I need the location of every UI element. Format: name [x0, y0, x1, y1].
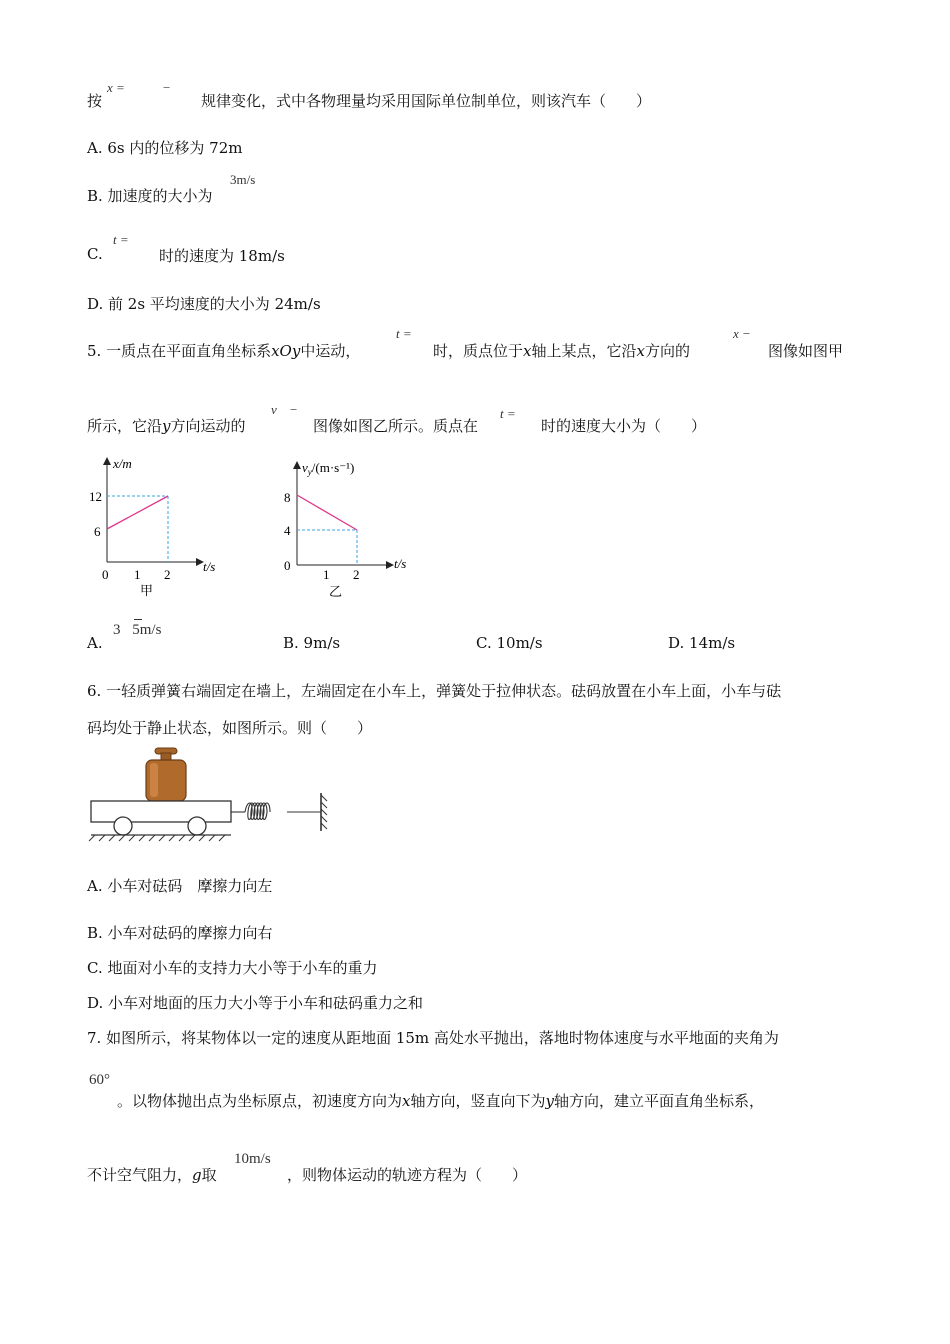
cart-wheel-right: [188, 817, 206, 835]
yi-ytick-0: 0: [284, 558, 291, 573]
q7-stem-line2: 。以物体抛出点为坐标原点，初速度方向为x轴方向，竖直向下为y轴方向，建立平面直角坐标系，: [117, 1092, 764, 1110]
q7-stem-line1: 7. 如图所示，将某物体以一定的速度从距地面 15m 高处水平抛出，落地时物体速度与水平地面的夹角为: [87, 1029, 779, 1047]
graph-yi: [280, 452, 430, 602]
yi-xtick-1: 1: [323, 567, 330, 582]
q4-option-b-math: 3m/s: [230, 172, 256, 187]
q4-option-c-math: t =: [113, 232, 129, 247]
weight-block: [146, 748, 186, 801]
q6-option-a: A. 小车对砝码 摩擦力向左: [87, 877, 273, 895]
q5-math-t2: t =: [500, 406, 516, 421]
q7-stem-line3: 不计空气阻力，g取: [87, 1166, 217, 1184]
yi-ytick-8: 8: [284, 490, 291, 505]
jia-ytick-12: 12: [89, 489, 102, 504]
yi-ytick-4: 4: [284, 523, 291, 538]
q7-math-g: 10m/s: [234, 1151, 271, 1167]
q4-option-c: 时的速度为 18m/s: [159, 247, 285, 265]
q5-stem-line2b: 图像如图乙所示。质点在: [313, 417, 479, 435]
cart-spring-diagram: [85, 745, 335, 850]
q4-prefix: 按: [87, 92, 103, 110]
q5-option-b: B. 9m/s: [283, 634, 341, 652]
yi-xlabel: t/s: [394, 556, 407, 571]
q4-math-minus: −: [163, 80, 171, 95]
q5-stem-line1c: 图像如图甲: [768, 342, 844, 360]
yi-caption: 乙: [329, 584, 343, 599]
q5-stem-line1: 5. 一质点在平面直角坐标系xOy中运动，: [87, 342, 361, 360]
q4-option-b: B. 加速度的大小为: [87, 187, 213, 205]
jia-data-line: [107, 496, 168, 529]
ground: [89, 835, 231, 841]
jia-caption: 甲: [140, 583, 154, 598]
q6-stem-line1: 6. 一轻质弹簧右端固定在墙上，左端固定在小车上，弹簧处于拉伸状态。砝码放置在小车上面，小车与砝: [87, 682, 782, 700]
q5-stem-line2c: 时的速度大小为（ ）: [541, 417, 707, 435]
q6-option-b: B. 小车对砝码的摩擦力向右: [87, 924, 273, 942]
q5-math-v-minus: −: [290, 402, 298, 417]
q7-stem-line3b: ，则物体运动的轨迹方程为（ ）: [287, 1166, 528, 1184]
yi-ylabel: $v_y/(m\cdot s^{-1})$: [302, 460, 355, 477]
jia-ytick-6: 6: [94, 524, 101, 539]
q4-option-c-label: C.: [87, 245, 103, 263]
jia-xlabel: t/s: [203, 559, 216, 574]
q5-option-c: C. 10m/s: [476, 634, 543, 652]
q5-option-d: D. 14m/s: [668, 634, 736, 652]
spring: [231, 803, 321, 820]
jia-ylabel: x/m: [113, 456, 132, 471]
q6-option-d: D. 小车对地面的压力大小等于小车和砝码重力之和: [87, 994, 424, 1012]
graph-jia: [85, 452, 235, 602]
jia-xtick-1: 1: [134, 567, 141, 582]
q4-option-a: A. 6s 内的位移为 72m: [87, 139, 243, 157]
q5-math-x: x −: [733, 326, 751, 341]
q5-option-a-math: 3 5m/s: [113, 622, 161, 639]
jia-xtick-2: 2: [164, 567, 171, 582]
yi-data-line: [297, 495, 357, 530]
q6-stem-line2: 码均处于静止状态，如图所示。则（ ）: [87, 719, 373, 737]
jia-xtick-0: 0: [102, 567, 109, 582]
q5-math-t: t =: [396, 326, 412, 341]
yi-xtick-2: 2: [353, 567, 360, 582]
q6-option-c: C. 地面对小车的支持力大小等于小车的重力: [87, 959, 378, 977]
q5-stem-line1b: 时，质点位于x轴上某点，它沿x方向的: [433, 342, 690, 360]
q4-stem-tail: 规律变化，式中各物理量均采用国际单位制单位，则该汽车（ ）: [201, 92, 652, 110]
q4-option-d: D. 前 2s 平均速度的大小为 24m/s: [87, 295, 321, 313]
q5-stem-line2: 所示，它沿y方向运动的: [87, 417, 246, 435]
wall: [321, 793, 327, 831]
q4-math-x: x =: [107, 80, 125, 95]
cart-body: [91, 801, 231, 822]
q5-math-v: v: [271, 402, 277, 417]
q7-math-angle: 60°: [89, 1072, 110, 1088]
cart-wheel-left: [114, 817, 132, 835]
q5-option-a-label: A.: [87, 634, 103, 652]
